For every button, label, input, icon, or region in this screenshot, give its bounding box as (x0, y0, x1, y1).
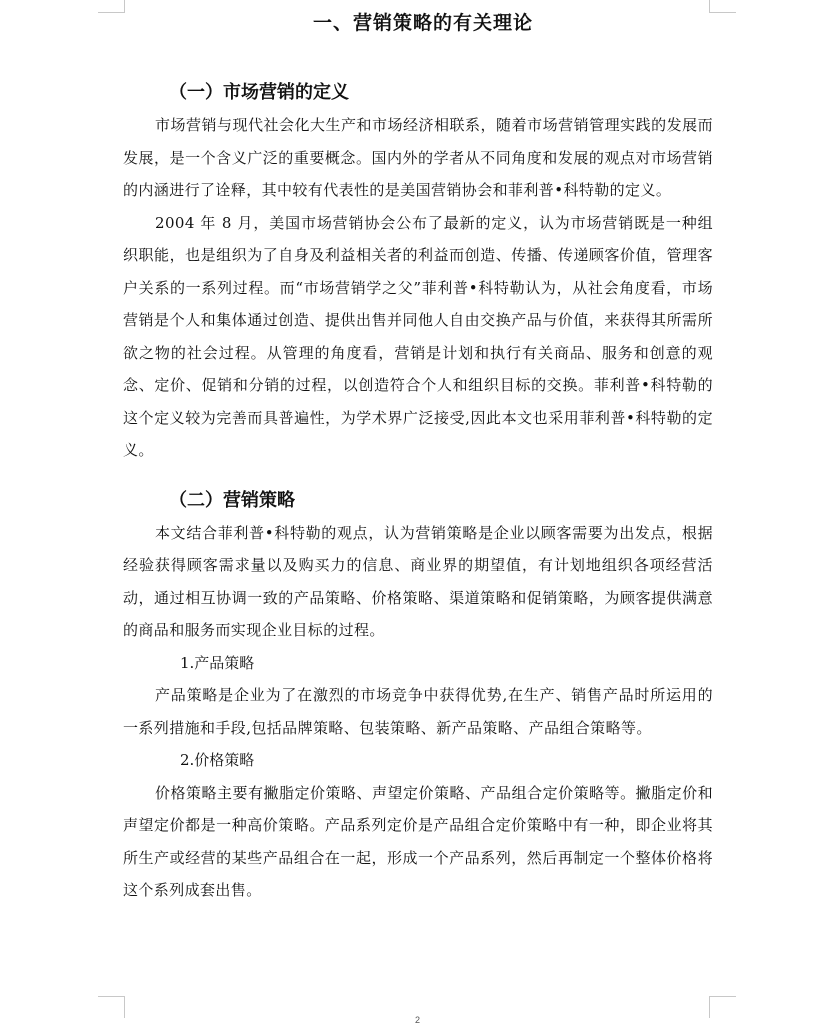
paragraph: 价格策略主要有撇脂定价策略、声望定价策略、产品组合定价策略等。撇脂定价和声望定价都是一种高价策略。产品系列定价是产品组合定价策略中有一种，即企业将其所生产或经营的某些产品组合在一起，形成一个产品系列，然后再制定一个整体价格将这个系列成套出售。 (123, 783, 713, 899)
crop-mark-top-left (98, 12, 125, 13)
subsection-heading-product-strategy: 1.产品策略 (180, 653, 255, 672)
section-heading-marketing-strategy: （二）营销策略 (169, 489, 295, 511)
crop-mark-bottom-left (98, 996, 125, 997)
section-heading-marketing-definition: （一）市场营销的定义 (169, 82, 349, 103)
page-number: 2 (414, 1015, 420, 1025)
paragraph: 市场营销与现代社会化大生产和市场经济相联系，随着市场营销管理实践的发展而发展，是一个含义广泛的重要概念。国内外的学者从不同角度和发展的观点对市场营销的内涵进行了诠释，其中较有代表性的是美国营销协会和菲利普•科特勒的定义。 (123, 116, 713, 199)
subsection-heading-price-strategy: 2.价格策略 (180, 751, 255, 769)
document-title: 一、营销策略的有关理论 (312, 12, 533, 34)
paragraph: 2004 年 8 月，美国市场营销协会公布了最新的定义，认为市场营销既是一种组织职能，也是组织为了自身及利益相关者的利益而创造、传播、传递顾客价值，管理客户关系的一系列过程。而“市场营销学之父”菲利普•科特勒认为，从社会角度看，市场营销是个人和集体通过创造、提供出售并同他人自由交换产品与价值，来获得其所需所欲之物的社会过程。从管理的角度看，营销是计划和执行有关商品、服务和创意的观念、定价、促销和分销的过程，以创造符合个人和组织目标的交换。菲利普•科特勒的这个定义较为完善而具普遍性，为学术界广泛接受,因此本文也采用菲利普•科特勒的定义。 (123, 213, 713, 459)
document-body (123, 6, 713, 907)
crop-mark-top-right (709, 12, 736, 13)
paragraph: 本文结合菲利普•科特勒的观点，认为营销策略是企业以顾客需要为出发点，根据经验获得顾客需求量以及购买力的信息、商业界的期望值，有计划地组织各项经营活动，通过相互协调一致的产品策略、价格策略、渠道策略和促销策略，为顾客提供满意的商品和服务而实现企业目标的过程。 (123, 523, 713, 639)
crop-mark-bottom-right (709, 996, 736, 997)
paragraph: 产品策略是企业为了在激烈的市场竞争中获得优势,在生产、销售产品时所运用的一系列措施和手段,包括品牌策略、包装策略、新产品策略、产品组合策略等。 (123, 686, 713, 737)
